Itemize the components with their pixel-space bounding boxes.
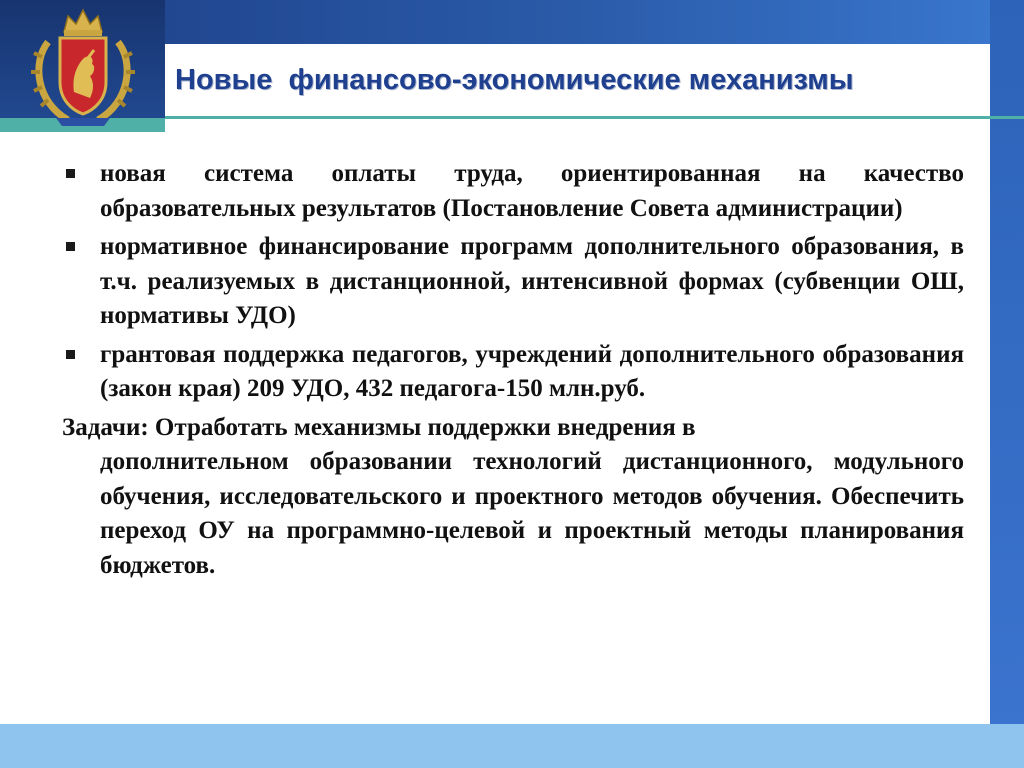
title-underline [165,116,1024,119]
tasks-paragraph [62,411,964,584]
bullet-text: нормативное финансирование программ дополнительного образования, в т.ч. реализуемых в дистанционной, интенсивной формах (субвенции ОШ, нормативы УДО) [100,233,964,329]
list-item [62,157,964,226]
coat-of-arms-icon [28,2,138,130]
tasks-text: дополнительном образовании технологий дистанционного, модульного обучения, исследовательского и проектного методов обучения. Обеспечить переход ОУ на программно-целевой и проектный методы планирования бюджетов. [100,448,964,579]
bullet-icon [66,169,75,178]
tasks-first-line [62,411,964,446]
right-accent-bar [990,0,1024,748]
bullet-icon [66,242,75,251]
list-item [62,230,964,334]
bullet-text: новая система оплаты труда, ориентированная на качество образовательных результатов (Постановление Совета администрации) [100,160,964,222]
bullet-text: грантовая поддержка педагогов, учреждений дополнительного образования (закон края) 209 УДО, 432 педагога-150 млн.руб. [100,340,964,402]
bullet-icon [66,350,75,359]
list-item [62,338,964,407]
title-box [165,44,990,116]
bottom-band [0,724,1024,768]
slide-title: Новые финансово-экономические механизмы [175,63,854,96]
tasks-first-line-text: Отработать механизмы поддержки внедрения в [154,413,696,441]
slide-content [62,157,964,583]
tasks-label: Задачи: [62,413,149,441]
